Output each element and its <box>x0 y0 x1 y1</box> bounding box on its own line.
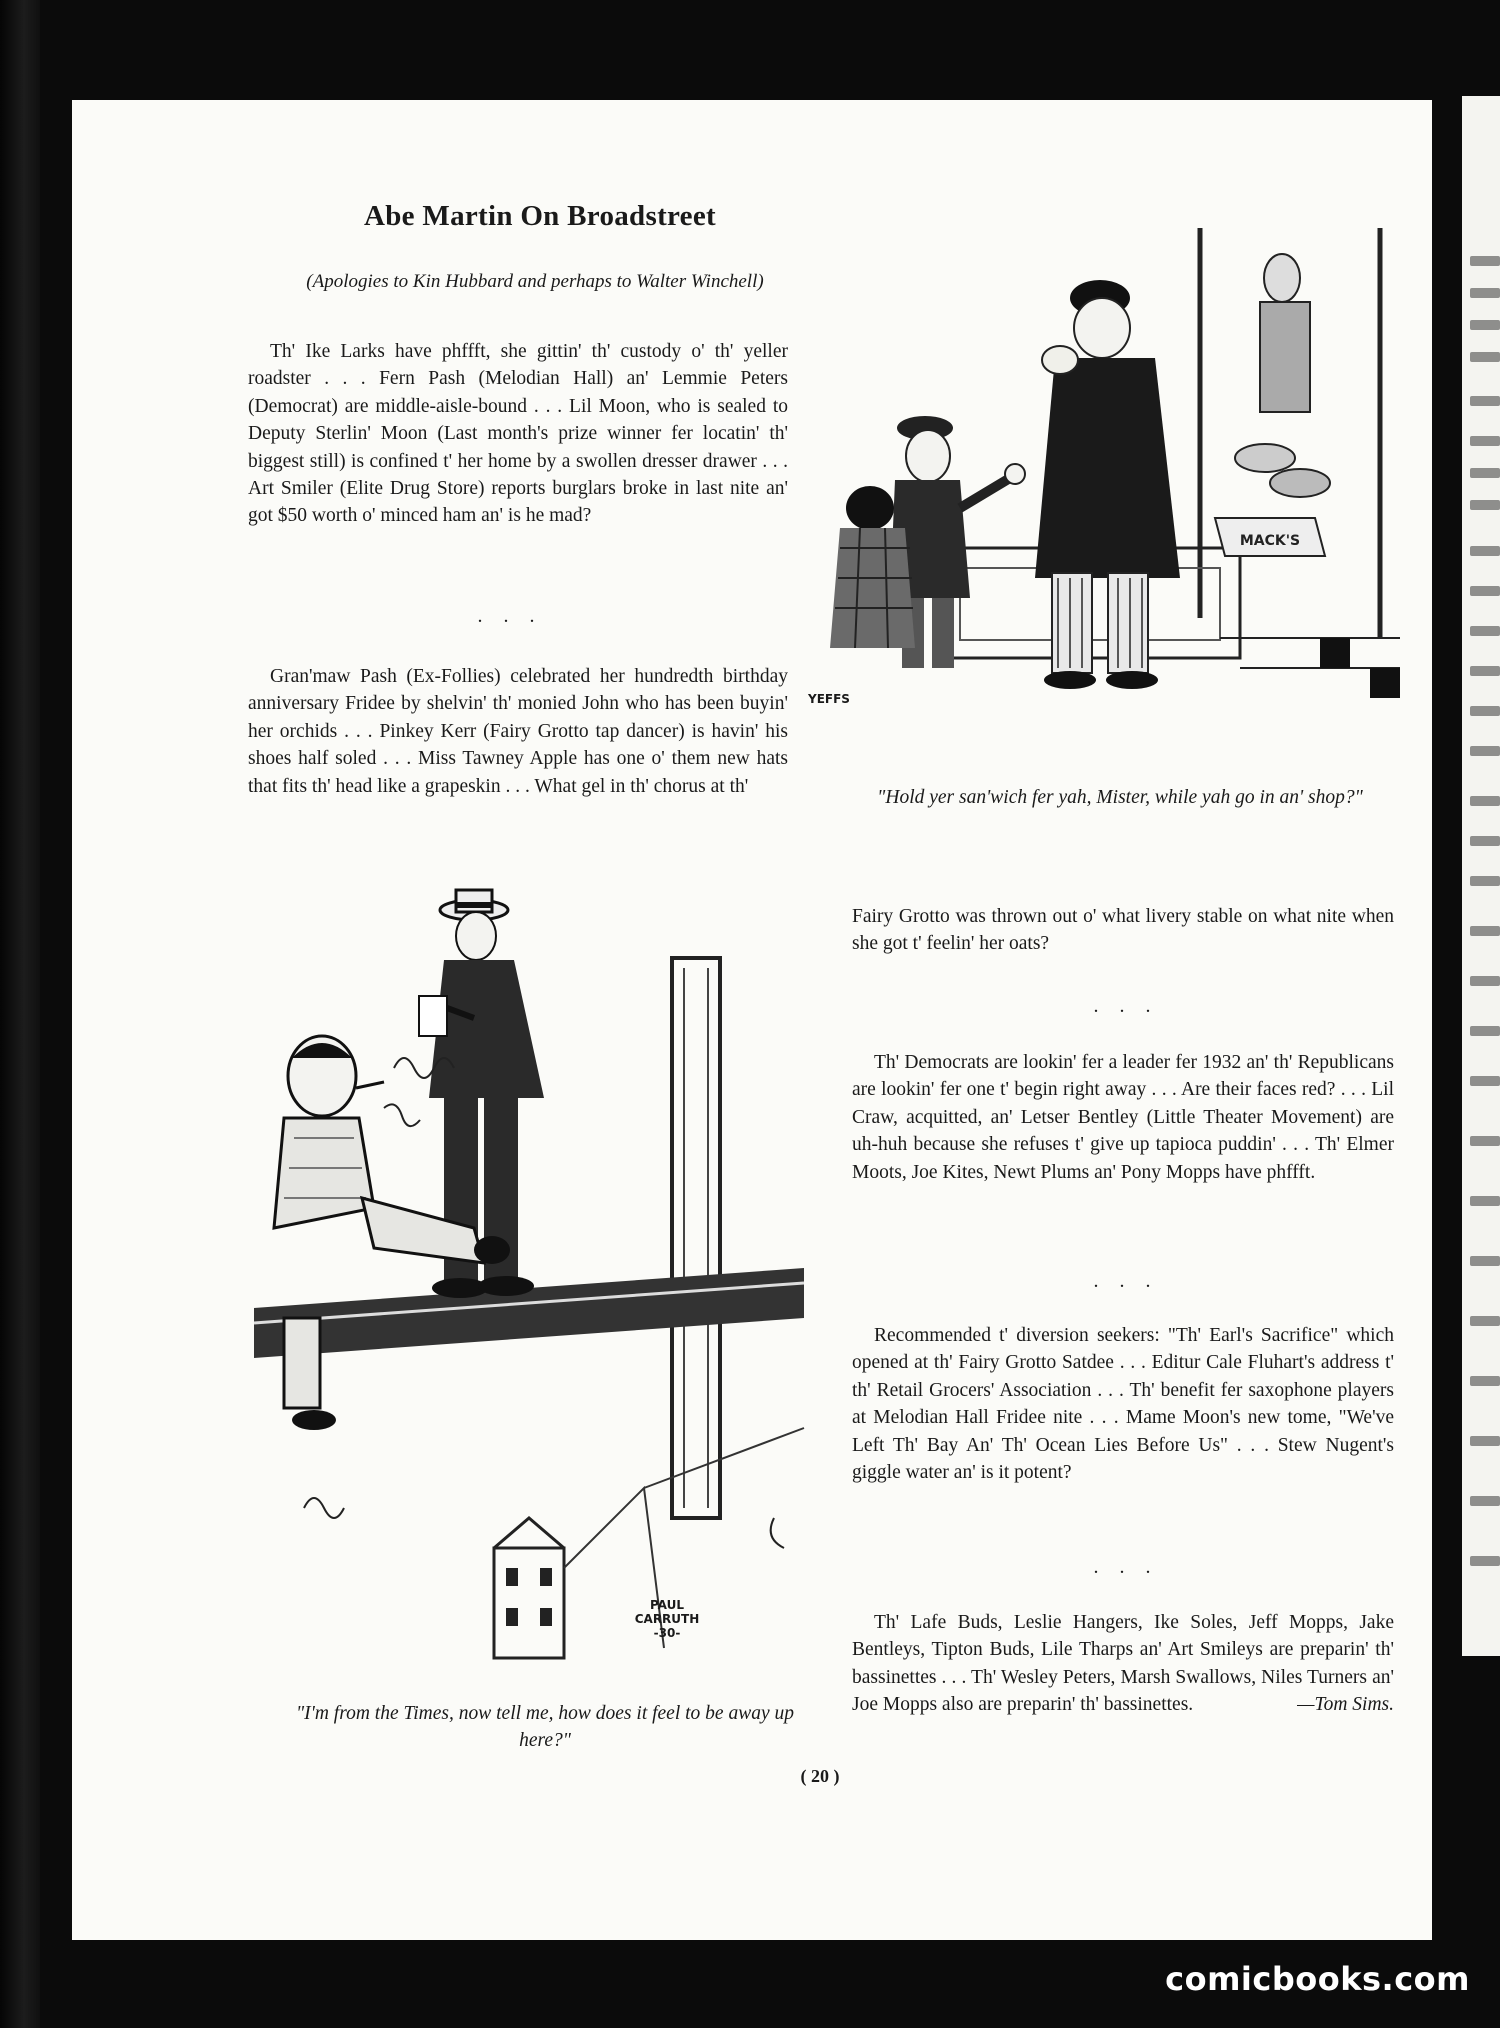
scan-edge <box>0 0 40 2028</box>
section-separator: . . . <box>477 605 543 627</box>
paragraph-3: Fairy Grotto was thrown out o' what livery stable on what nite when she got t' feelin' her oats? <box>852 906 1394 955</box>
paragraph-6 <box>852 1609 1394 1719</box>
shop-sign-text: MACK'S <box>1239 533 1301 549</box>
cartoon-signature-top: YEFFS <box>808 692 850 706</box>
cartoon-signature-bottom: PAUL CARRUTH -30- <box>634 1598 700 1640</box>
paragraph-6-text: Th' Lafe Buds, Leslie Hangers, Ike Soles, Jeff Mopps, Jake Bentleys, Tipton Buds, Lile Tharps an' Art Smileys are preparin' th' bassinettes . . . Th' Wesley Peters, Marsh Swallows, Niles Turners an' Joe Mopps also are preparin' th' bassinettes. <box>852 1612 1394 1716</box>
cartoon-sandwich-illustration <box>808 218 1400 706</box>
section-separator-2: . . . <box>1093 995 1159 1017</box>
section-separator-4: . . . <box>1093 1556 1159 1578</box>
article-subtitle: (Apologies to Kin Hubbard and perhaps to Walter Winchell) <box>306 271 764 292</box>
paragraph-5: Recommended t' diversion seekers: "Th' Earl's Sacrifice" which opened at th' Fairy Grotto Satdee . . . Editur Cale Fluhart's address t' th' Retail Grocers' Association . . . Th' benefit fer saxophone players at Melodian Hall Fridee nite . . . Mame Moon's new tome, "We've Left Th' Bay An' Th' Ocean Lies Before Us" . . . Stew Nugent's giggle water an' is it potent? <box>852 1325 1394 1484</box>
adjacent-page-edge <box>1462 96 1500 1656</box>
cartoon-reporter-illustration <box>244 868 814 1668</box>
paragraph-1: Th' Ike Larks have phffft, she gittin' th' custody o' th' yeller roadster . . . Fern Pash (Melodian Hall) an' Lemmie Peters (Democrat) are middle-aisle-bound . . . Lil Moon, who is sealed to Deputy Sterlin' Moon (Last month's prize winner fer locatin' th' biggest still) is confined t' her home by a swollen dresser drawer . . . Art Smiler (Elite Drug Store) reports burglars broke in last nite an' got $50 worth o' minced ham an' is he mad? <box>248 341 788 527</box>
byline: —Tom Sims. <box>1297 1694 1394 1716</box>
paragraph-4: Th' Democrats are lookin' fer a leader fer 1932 an' th' Republicans are lookin' fer one t' begin right away . . . Are their faces red? . . . Lil Craw, acquitted, an' Letser Bentley (Little Theater Movement) are uh-huh because she refuses t' give up tapioca puddin' . . . Th' Elmer Moots, Joe Kites, Newt Plums an' Pony Mopps have phffft. <box>852 1052 1394 1183</box>
page-number: ( 20 ) <box>800 1766 840 1786</box>
cartoon-bottom-caption: "I'm from the Times, now tell me, how does it feel to be away up here?" <box>295 1703 794 1751</box>
paragraph-2: Gran'maw Pash (Ex-Follies) celebrated her hundredth birthday anniversary Fridee by shelvin' th' monied John who has been buyin' her orchids . . . Pinkey Kerr (Fairy Grotto tap dancer) is havin' his shoes half soled . . . Miss Tawney Apple has one o' them new hats that fits th' head like a grapeskin . . . What gel in th' chorus at th' <box>248 666 788 797</box>
cartoon-top-caption: "Hold yer san'wich fer yah, Mister, while yah go in an' shop?" <box>877 787 1363 808</box>
article-title: Abe Martin On Broadstreet <box>364 200 716 232</box>
watermark-logo: comicbooks.com <box>1165 1960 1470 1998</box>
section-separator-3: . . . <box>1093 1270 1159 1292</box>
